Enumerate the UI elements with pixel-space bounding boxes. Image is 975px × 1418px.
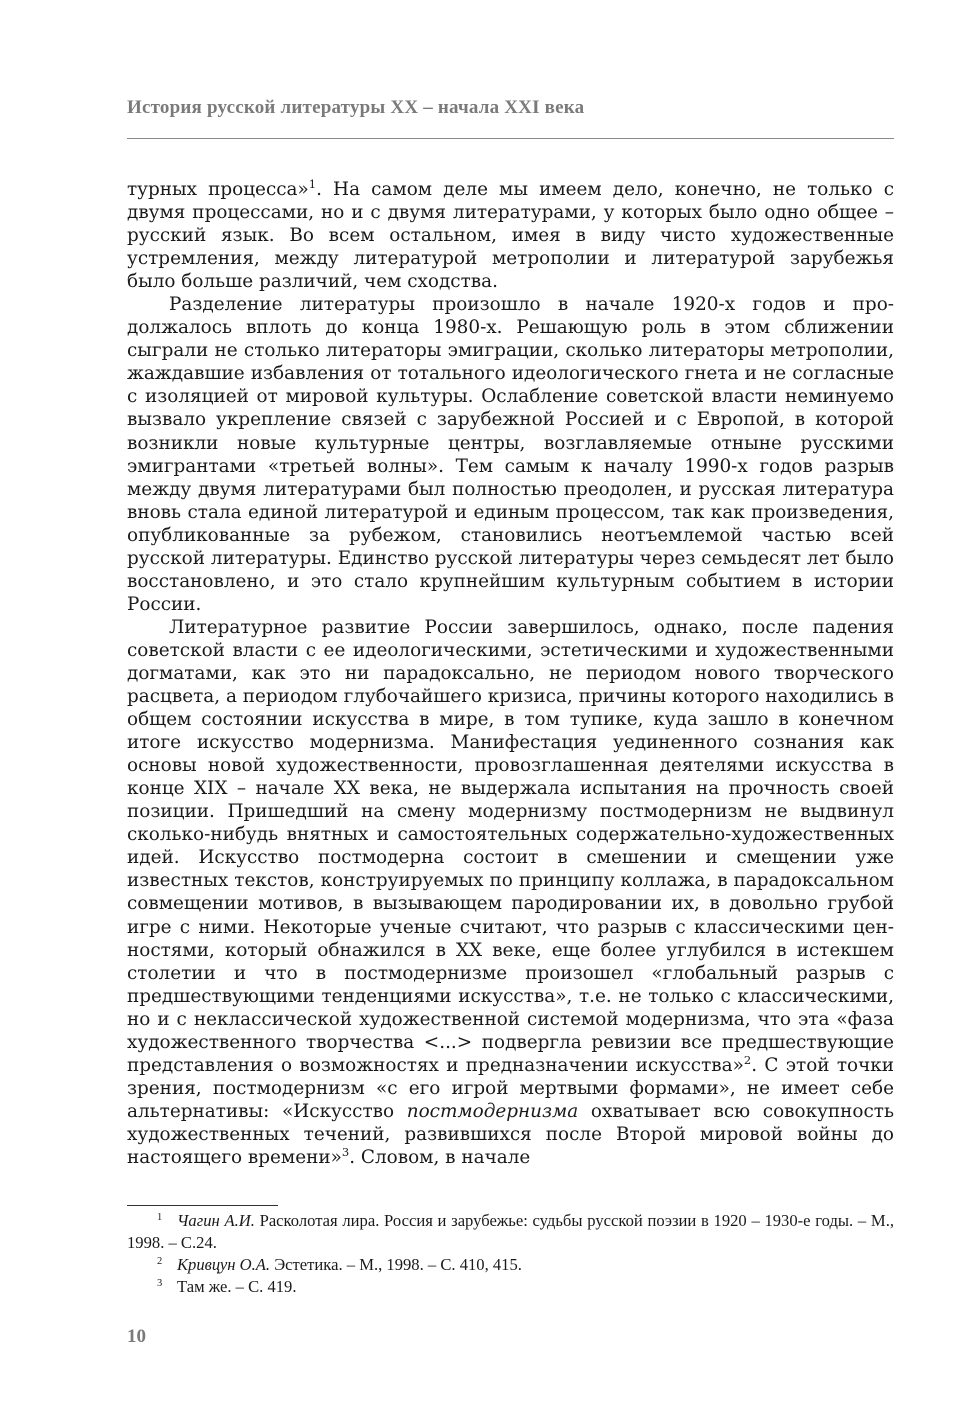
- paragraph-3-text-b: . С этой точки зрения, постмодернизм «с его игрой мертвыми формами», не имеет себе альтернативы: «Искусство: [127, 1054, 894, 1122]
- footnote-text: Там же. – С. 419.: [177, 1277, 297, 1296]
- footnote-author: Кривцун О.А.: [177, 1255, 271, 1274]
- main-text: [127, 178, 894, 1169]
- footnote-1: 1 Чагин А.И. Расколотая лира. Россия и зарубежье: судьбы русской поэзии в 1920 – 1930-е годы. – М., 1998. – С.24.: [127, 1211, 894, 1252]
- paragraph-3: [127, 616, 894, 1169]
- footnote-3: 3 Там же. – С. 419.: [157, 1277, 297, 1296]
- footnote-text: Расколотая лира. Россия и зарубежье: судьбы русской поэзии в 1920 – 1930-е годы. – М., 1998. – С.24.: [127, 1211, 894, 1252]
- footnote-2: 2 Кривцун О.А. Эстетика. – М., 1998. – С. 410, 415.: [157, 1255, 522, 1274]
- paragraph-3-text-a: Литературное развитие России завершилось, однако, после падения советской власти с ее идеологическими, эстетическими и художественными догматами, как это ни парадоксально, не периодом нового творческого расцвета, а периодом глубочайшего кризиса, причины которого находились в общем состоянии искусства в мире, в том тупике, куда зашло в конечном итоге искусство модернизма. Манифестация уединенного сознания как основы новой художественности, провозглашенная деятелями искусства в конце XIX – начале XX века, не выдержала испытания на прочность своей позиции. Пришедший на смену модернизму постмодернизм не выдвинул сколько-нибудь внятных и самостоятельных содержательно-художественных идей. Искусство постмодерна состоит в смешении и смещении уже известных текстов, конструируемых по принципу коллажа, в парадоксальном совмещении мотивов, в вызывающем пародировании их, в довольно грубой игре с ними. Некоторые ученые считают, что разрыв с классическими ценностями, который обнажился в XX веке, еще более углубился в истекшем столетии и что в постмодернизме произошел «глобальный разрыв с предшествующими тенденциями искусства», т.е. не только с классическими, но и с неклассической художественной системой модернизма, что эта «фаза художественного творчества <...> подвергла ревизии все предшествующие представления о возможностях и предназначении искусства»: [127, 616, 894, 1076]
- footnote-author: Чагин А.И.: [177, 1211, 255, 1230]
- footnotes: [127, 1210, 894, 1298]
- paragraph-1-text-b: . На самом деле мы имеем дело, конечно, не только с двумя процессами, но и с двумя литературами, у которых было одно общее – русский язык. Во всем остальном, имея в виду чисто художественные устремления, между литературой метрополии и литературой зарубежья было больше различий, чем сходства.: [127, 179, 894, 293]
- footnote-text: Эстетика. – М., 1998. – С. 410, 415.: [270, 1255, 522, 1274]
- page-number: 10: [127, 1326, 146, 1347]
- footnote-ref-1[interactable]: 1: [308, 177, 317, 191]
- paragraph-3-text-d: . Словом, в начале: [349, 1146, 531, 1168]
- paragraph-1-text-a: турных процесса»: [127, 179, 309, 200]
- header-divider: [127, 138, 894, 139]
- footnote-divider: [127, 1205, 278, 1206]
- running-head: История русской литературы XX – начала XXI века: [127, 97, 585, 118]
- paragraph-3-text-c: охватывает всю совокупность художественных течений, развившихся после Второй мировой войны до настоящего времени»: [127, 1100, 894, 1168]
- paragraph-2: Разделение литературы произошло в начале 1920-х годов и продолжалось вплоть до конца 1980-х. Решающую роль в этом сближении сыграли не столько литераторы эмиграции, сколько литераторы метрополии, жаждавшие избавления от тотального идеологического гнета и не согласные с изоляцией от мировой культуры. Ослабление советской власти неминуемо вызвало укрепление связей с зарубежной Россией и с Европой, в которой возникли новые культурные центры, возглавляемые отныне русскими эмигрантами «третьей волны». Тем самым к началу 1990-х годов разрыв между двумя литературами был полностью преодолен, и русская литература вновь стала единой литературой и единым процессом, так как произведения, опубликованные за рубежом, становились неотъемлемой частью всей русской литературы. Единство русской литературы через семьдесят лет было восстановлено, и это стало крупнейшим культурным событием в истории России.: [127, 294, 894, 615]
- paragraph-1: [127, 178, 894, 293]
- emphasis-postmodernism: постмодернизма: [406, 1100, 579, 1122]
- footnote-ref-2[interactable]: 2: [743, 1052, 752, 1067]
- footnote-ref-3[interactable]: 3: [341, 1144, 350, 1159]
